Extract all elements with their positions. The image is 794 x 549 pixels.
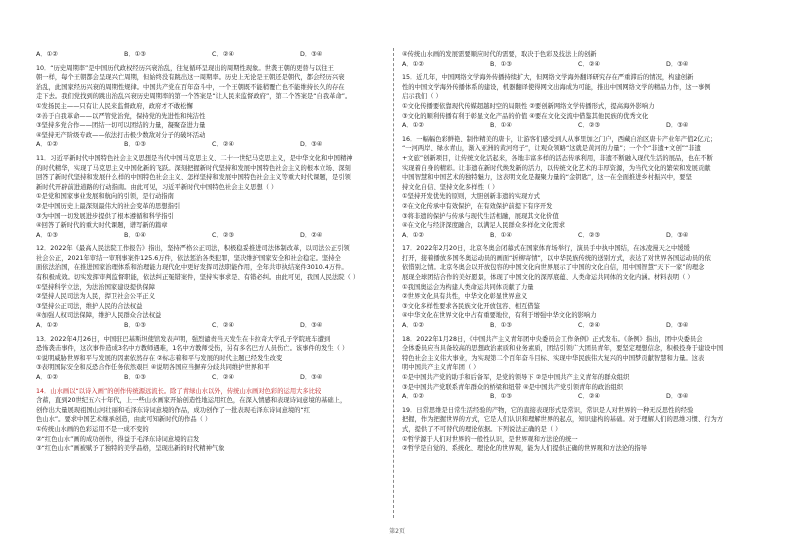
q18-line: 特色社会主义伟大事业，为实现第二个百年奋斗目标、实现中华民族伟大复兴的中国梦贡献智慧和力量。这表 (402, 354, 705, 362)
q15-options (402, 121, 754, 131)
q17-options (402, 321, 754, 331)
q13-line: 13．2022年4月26日，中国驻巴基斯坦使馆发表声明，强烈谴责当天发生在卡拉奇大学孔子学院班车遭到 (36, 335, 331, 343)
q12-option-2: ②坚持人民司法为人民，捍卫社会公平正义 (36, 293, 155, 301)
q18-option-row: ①是中国共产党的助手和后备军，是党的领导下 ②是中国共产主义青年的群众组织 (402, 374, 630, 381)
q10-option-3: ③坚持多党合作——团结一切可以团结的力量，凝聚奋进力量 (36, 122, 206, 130)
q16-option-1: ①坚持开发优先的原则，大胆创新非遗的实现方式 (402, 193, 540, 201)
question-13 (36, 335, 388, 383)
q12-line: 有积极成效。切实发挥审判监督职能，依法纠正冤错案件，坚持实事求是、有错必纠。由此可见，我国人民法院（ ） (36, 274, 360, 282)
q14-option-3: ③“红色山水”画被赋予了独特的美学品格，呈现出新的时代精神气象 (36, 445, 225, 453)
question-19 (402, 406, 754, 454)
q11-line: 11．习近平新时代中国特色社会主义思想是当代中国马克思主义、二十一世纪马克思主义，是中华文化和中国精神 (36, 154, 353, 162)
q16-line: 持文化自信、坚持文化多样性（ ） (402, 183, 499, 191)
option-d: D．③④ (666, 122, 689, 130)
q15-line: 15．近几年，中国网络文学海外传播持续扩大，但网络文学海外翻译研究存在严重滞后的情况，构建创新 (402, 74, 694, 82)
option-c: C．②④ (212, 322, 234, 330)
q19-line: 19．日常思维是日常生活经验的产物，它的直接表现形式是常识，常识是人对世界的一种无反思性的经验 (402, 406, 694, 414)
q12-options (36, 321, 388, 331)
option-a: A．①③ (36, 231, 58, 239)
option-b: B．①③ (490, 393, 512, 401)
q10-options (36, 140, 388, 150)
option-c: C．②④ (578, 60, 600, 68)
q10-option-4: ④坚持无产阶级专政——依法打击极少数敌对分子的破坏活动 (36, 131, 206, 139)
option-c: C．②③ (578, 122, 600, 130)
option-a: A．①② (36, 51, 58, 58)
option-b: B．①③ (490, 322, 512, 330)
column-divider (393, 48, 394, 518)
question-17 (402, 244, 754, 330)
q11-option-1: ①是党和国家事业发展和航向的引领，是行动指南 (36, 193, 174, 201)
option-a: A．①② (402, 231, 424, 239)
q16-option-4: ④在文化与经济深度融合，以满足人民群众多样化文化需求 (402, 222, 566, 230)
q17-option-4: ④中华文化在世界文化中占有重要地位，有利于增强中华文化的影响力 (402, 312, 597, 320)
q18-line: 全体委员应当具备较高的思想政治素质和业务素质，团结引领广大团员青年，要坚定理想信念，积极投身于建设中国 (402, 345, 724, 353)
q16-option-3: ③将非遗的保护与传承与现代生活相融，展现其文化价值 (402, 212, 559, 220)
option-d: D．②④ (300, 231, 323, 239)
option-d: D．③④ (300, 374, 323, 381)
question-15 (402, 73, 754, 131)
option-b: B．①③ (490, 60, 512, 68)
option-a: A．①② (36, 141, 58, 149)
q12-option-1: ①坚持科学立法，为法治国家建设提供保障 (36, 283, 155, 291)
q12-line: 社会公正，2021年审结一审刑事案件125.6万件，依法惩治各类犯罪，坚决维护国家安全和社会稳定。坚持全 (36, 254, 341, 262)
q16-line: “一河两岸、绿水青山，渐入亚洲的黄河弯子”，让观众领略“这就是黄河的力量”；一个个“非遗+文创”“非遗 (402, 145, 701, 153)
q14-line: 色山水”。要求中国艺术继承创造，由此可知新时代的作品（ ） (36, 416, 212, 424)
q14-line: 14．山水画以“以诗入画”的创作传统源远流长。除了青绿山水以外，传统山水画对色彩的运用大多比较 (36, 387, 322, 395)
q11-options (36, 231, 388, 241)
option-c: C．②③ (212, 231, 234, 239)
q18-line: 18．2022年1月28日，《中国共产主义青年团中央委员会工作条例》正式发布。《条例》指出，团中央委员会 (402, 335, 703, 343)
question-16 (402, 135, 754, 241)
question-14 (36, 387, 388, 454)
q19-option-1: ①哲学源于人们对世界的一般性认识，是世界观和方法论的统一 (402, 435, 578, 443)
q11-line: 的时代精华，实现了马克思主义中国化新的飞跃。深刻把握新时代坚持和发展中国特色社会主义的根本立场、深刻 (36, 164, 351, 172)
q15-line: 性的中国文学海外传播体系的建设，机器翻译使得网文出海成为可能，推出中国网络文学的精品力作，这一事例 (402, 83, 711, 91)
option-a: A．①② (402, 322, 424, 330)
q12-line: 面依法治国，在推进国家治理体系和治理能力现代化中更好发挥司法职能作用，全年共审执结案件3010.4万件。 (36, 264, 348, 272)
option-c: C．②④ (578, 393, 600, 401)
q12-option-4: ④加强人权司法保障，维护人民群众合法权益 (36, 312, 162, 320)
option-b: B．①④ (490, 122, 512, 130)
q10-line: 10．“历史周期率”是中国历代政权经历兴衰治乱，往复循环呈现出的周期性现象。世袭王朝的更替与以往王 (36, 64, 334, 72)
option-d: D．③④ (666, 231, 689, 239)
option-a: A．①② (402, 60, 424, 68)
q14-line: 含蓄，直到20世纪五六十年代，上一些山水画家开始创造性地运用红色，在深入情感和表现诗词意境的基础上， (36, 397, 347, 405)
option-c: C．②④ (212, 374, 234, 381)
q13-line: 恐怖袭击事件，这次事件造成3名中方教师遇难，1名中方教师受伤，另有多名巴方人员伤亡。该事件的发生（ ） (36, 345, 349, 353)
question-11 (36, 154, 388, 240)
option-a: A．①② (36, 322, 58, 330)
q9-options (36, 50, 388, 60)
q18-options (402, 392, 754, 402)
option-b: B．①③ (124, 322, 146, 330)
option-a: A．①② (402, 122, 424, 130)
left-column (36, 50, 388, 454)
q14-options (402, 60, 754, 70)
option-b: B．①④ (490, 231, 512, 239)
q14-line: 创作出大量展现祖国山河壮丽和毛泽东诗词意境的作品，成功创作了一批表现毛泽东诗词意境的“红 (36, 406, 311, 414)
q17-option-2: ②世界文化具有共性，中华文化彰显世界意义 (402, 293, 528, 301)
option-a: A．①② (402, 393, 424, 401)
option-a: A．①② (36, 374, 58, 381)
option-d: D．③④ (300, 51, 323, 58)
q13-options (36, 373, 388, 383)
q15-option-row: ①文化传播要依靠现代传媒超越时空的局限性 ②要创新网络文学传播形式，提高海外影响力 (402, 102, 655, 110)
option-b: B．①③ (124, 141, 146, 149)
q17-line: 打开，接着播放多国冬奥运动员的画面“折柳寄情”，以中华民族传统的送别方式，表达了对世界各国运动员的依 (402, 254, 711, 262)
q17-option-3: ③文化多样性要求各民族文化开放包容、相互借鉴 (402, 302, 540, 310)
question-12 (36, 244, 388, 330)
q10-line: 走下去。我们党找到的跳出治乱兴衰历史周期率的第一个答案是“让人民来监督政府”，第二个答案是“自我革命”。 (36, 93, 352, 101)
q11-option-2: ②是中国历史上最深刻最伟大的社会变革的思想指引 (36, 202, 181, 210)
q16-option-2: ②在文化传承中有效保护，在有效保护前提下有序开发 (402, 202, 553, 210)
q18-line: 明中国共产主义青年团（ ） (402, 364, 480, 372)
option-b: B．①④ (124, 231, 146, 239)
q16-line: 中国智慧和中国艺术的独特魅力，这表明文化是凝聚力量的“金钥匙”，这一在全面推进乡村振兴中，要坚 (402, 174, 692, 182)
q16-options (402, 231, 754, 241)
q10-line: 治乱，此国家经历兴衰的周期性规律。中国共产党在百年奋斗中，一个王朝既不能稍覆亡也不能维持长久的存在 (36, 83, 345, 91)
q10-line: 朝一样，每个王朝都会呈现兴亡周期，但始终没有跳出这一周期率。历史上无论是王朝还是朝代，都会经历兴衰 (36, 74, 345, 82)
right-column (402, 50, 754, 454)
q19-line: 把握，作为把握世界的方式，它是人们认识和理解世界的起点，知识建构的基础。对于理解人们的思维习惯、行为方 (402, 416, 724, 424)
q11-line: 新时代开辟前进道路的行动指南。由此可见，习近平新时代中国特色社会主义思想（ ） (36, 183, 278, 191)
q18-option-row: ③是中国共产党联系青年群众的桥梁和纽带 ④是中国共产党引领青年的政治组织 (402, 383, 624, 391)
question-18 (402, 335, 754, 402)
q16-line: 16．一幅幅色彩鲜艳、制作精美的唐卡，让游客们感受到人从事里加之门户，西藏自治区唐卡产业年产值2亿元； (402, 135, 717, 143)
option-c: C．②④ (578, 322, 600, 330)
q11-option-4: ④回答了新时代的重大时代课题，谱写新的篇章 (36, 222, 168, 230)
q14-option-2: ②“红色山水”画的成功创作，得益于毛泽东诗词意境的启发 (36, 435, 200, 443)
option-c: C．②④ (212, 51, 234, 58)
q17-option-1: ①我国奥运会为构建人类命运共同体贡献了力量 (402, 283, 534, 291)
q16-line: +文旅”创新项目，让传统文化活起来，各地丰富多样的活态传承利用，非遗不断融入现代生活的展品，也在不断 (402, 154, 713, 162)
option-b: B．①③ (124, 374, 146, 381)
q10-option-1: ①发扬民主——只有让人民来监督政府，政府才不敢松懈 (36, 102, 193, 110)
q13-option-row: ①说明威胁世界和平与发展的因素依然存在 ②标志着和平与发展的时代主题已经发生改变 (36, 354, 283, 362)
option-c: C．②③ (578, 231, 600, 239)
q14-option-4: ④传统山水画的发展需要顺应时代的需要，取决于色彩及技法上的创新 (402, 51, 597, 58)
option-c: C．②④ (212, 141, 234, 149)
q13-option-row: ③表明国际安全和反恐合作任务依然艰巨 ④说明各国应当摒弃分歧共同维护世界和平 (36, 364, 270, 372)
option-d: D．③④ (666, 322, 689, 330)
q11-line: 回答了新时代坚持和发展什么样的中国特色社会主义、怎样坚持和发展中国特色社会主义等重大时代课题，是引领 (36, 174, 351, 182)
q17-line: 17．2022年2月20日，北京冬奥会闭幕式在国家体育场举行，演员手中执中国结，在冰凌漫天之中缓缓 (402, 245, 690, 253)
q12-line: 12．2022年《最高人民法院工作报告》指出，坚持严格公正司法，积极稳妥推进司法体制改革，以司法公正引领 (36, 245, 350, 253)
page-number: 第2页 (389, 528, 405, 535)
q15-option-row: ③文化的顺利传播有利于彰显文化产品的价值 ④要在文化交流中借鉴其他民族的优秀文化 (402, 112, 649, 120)
q17-line: 展现全球团结合作的美好愿景，体现了中国文化的深厚底蕴、人类命运共同体的文化内涵。材料表明（ ） (402, 274, 694, 282)
question-10 (36, 64, 388, 150)
option-d: D．③④ (666, 60, 689, 68)
q10-option-2: ②善于自我革命——以严管党治党，保持党的先进性和纯洁性 (36, 112, 206, 120)
q16-line: 实现着自身的精彩。让非遗在新时代焕发新的活力，以传统文化艺术的丰厚资源，为当代文化的繁荣和发展贡献 (402, 164, 711, 172)
q17-line: 依惜别之情。北京冬奥会以开放包容的中国文化向世界展示了中国的文化自信，用中国智慧“天下一家”的理念 (402, 264, 705, 272)
q14-option-1: ①传统山水画的色彩运用不是一成不变的 (36, 425, 149, 433)
option-b: B．①③ (124, 51, 146, 58)
q12-option-3: ③坚持公正司法，维护人民的合法权益 (36, 302, 143, 310)
q15-line: 启示我们（ ） (402, 93, 442, 101)
option-d: D．③④ (300, 322, 323, 330)
option-d: D．③④ (300, 141, 323, 149)
q19-line: 式，提供了不可替代的理论依据。下列说法正确的是（ ） (402, 425, 562, 433)
q11-option-3: ③为中国一切发展进步提供了根本遵循和科学指引 (36, 212, 174, 220)
option-d: D．③④ (666, 393, 689, 401)
q19-option-2: ②哲学是自觉的、系统化、理论化的世界观，能为人们提供正确的世界观和方法论的指导 (402, 445, 647, 453)
